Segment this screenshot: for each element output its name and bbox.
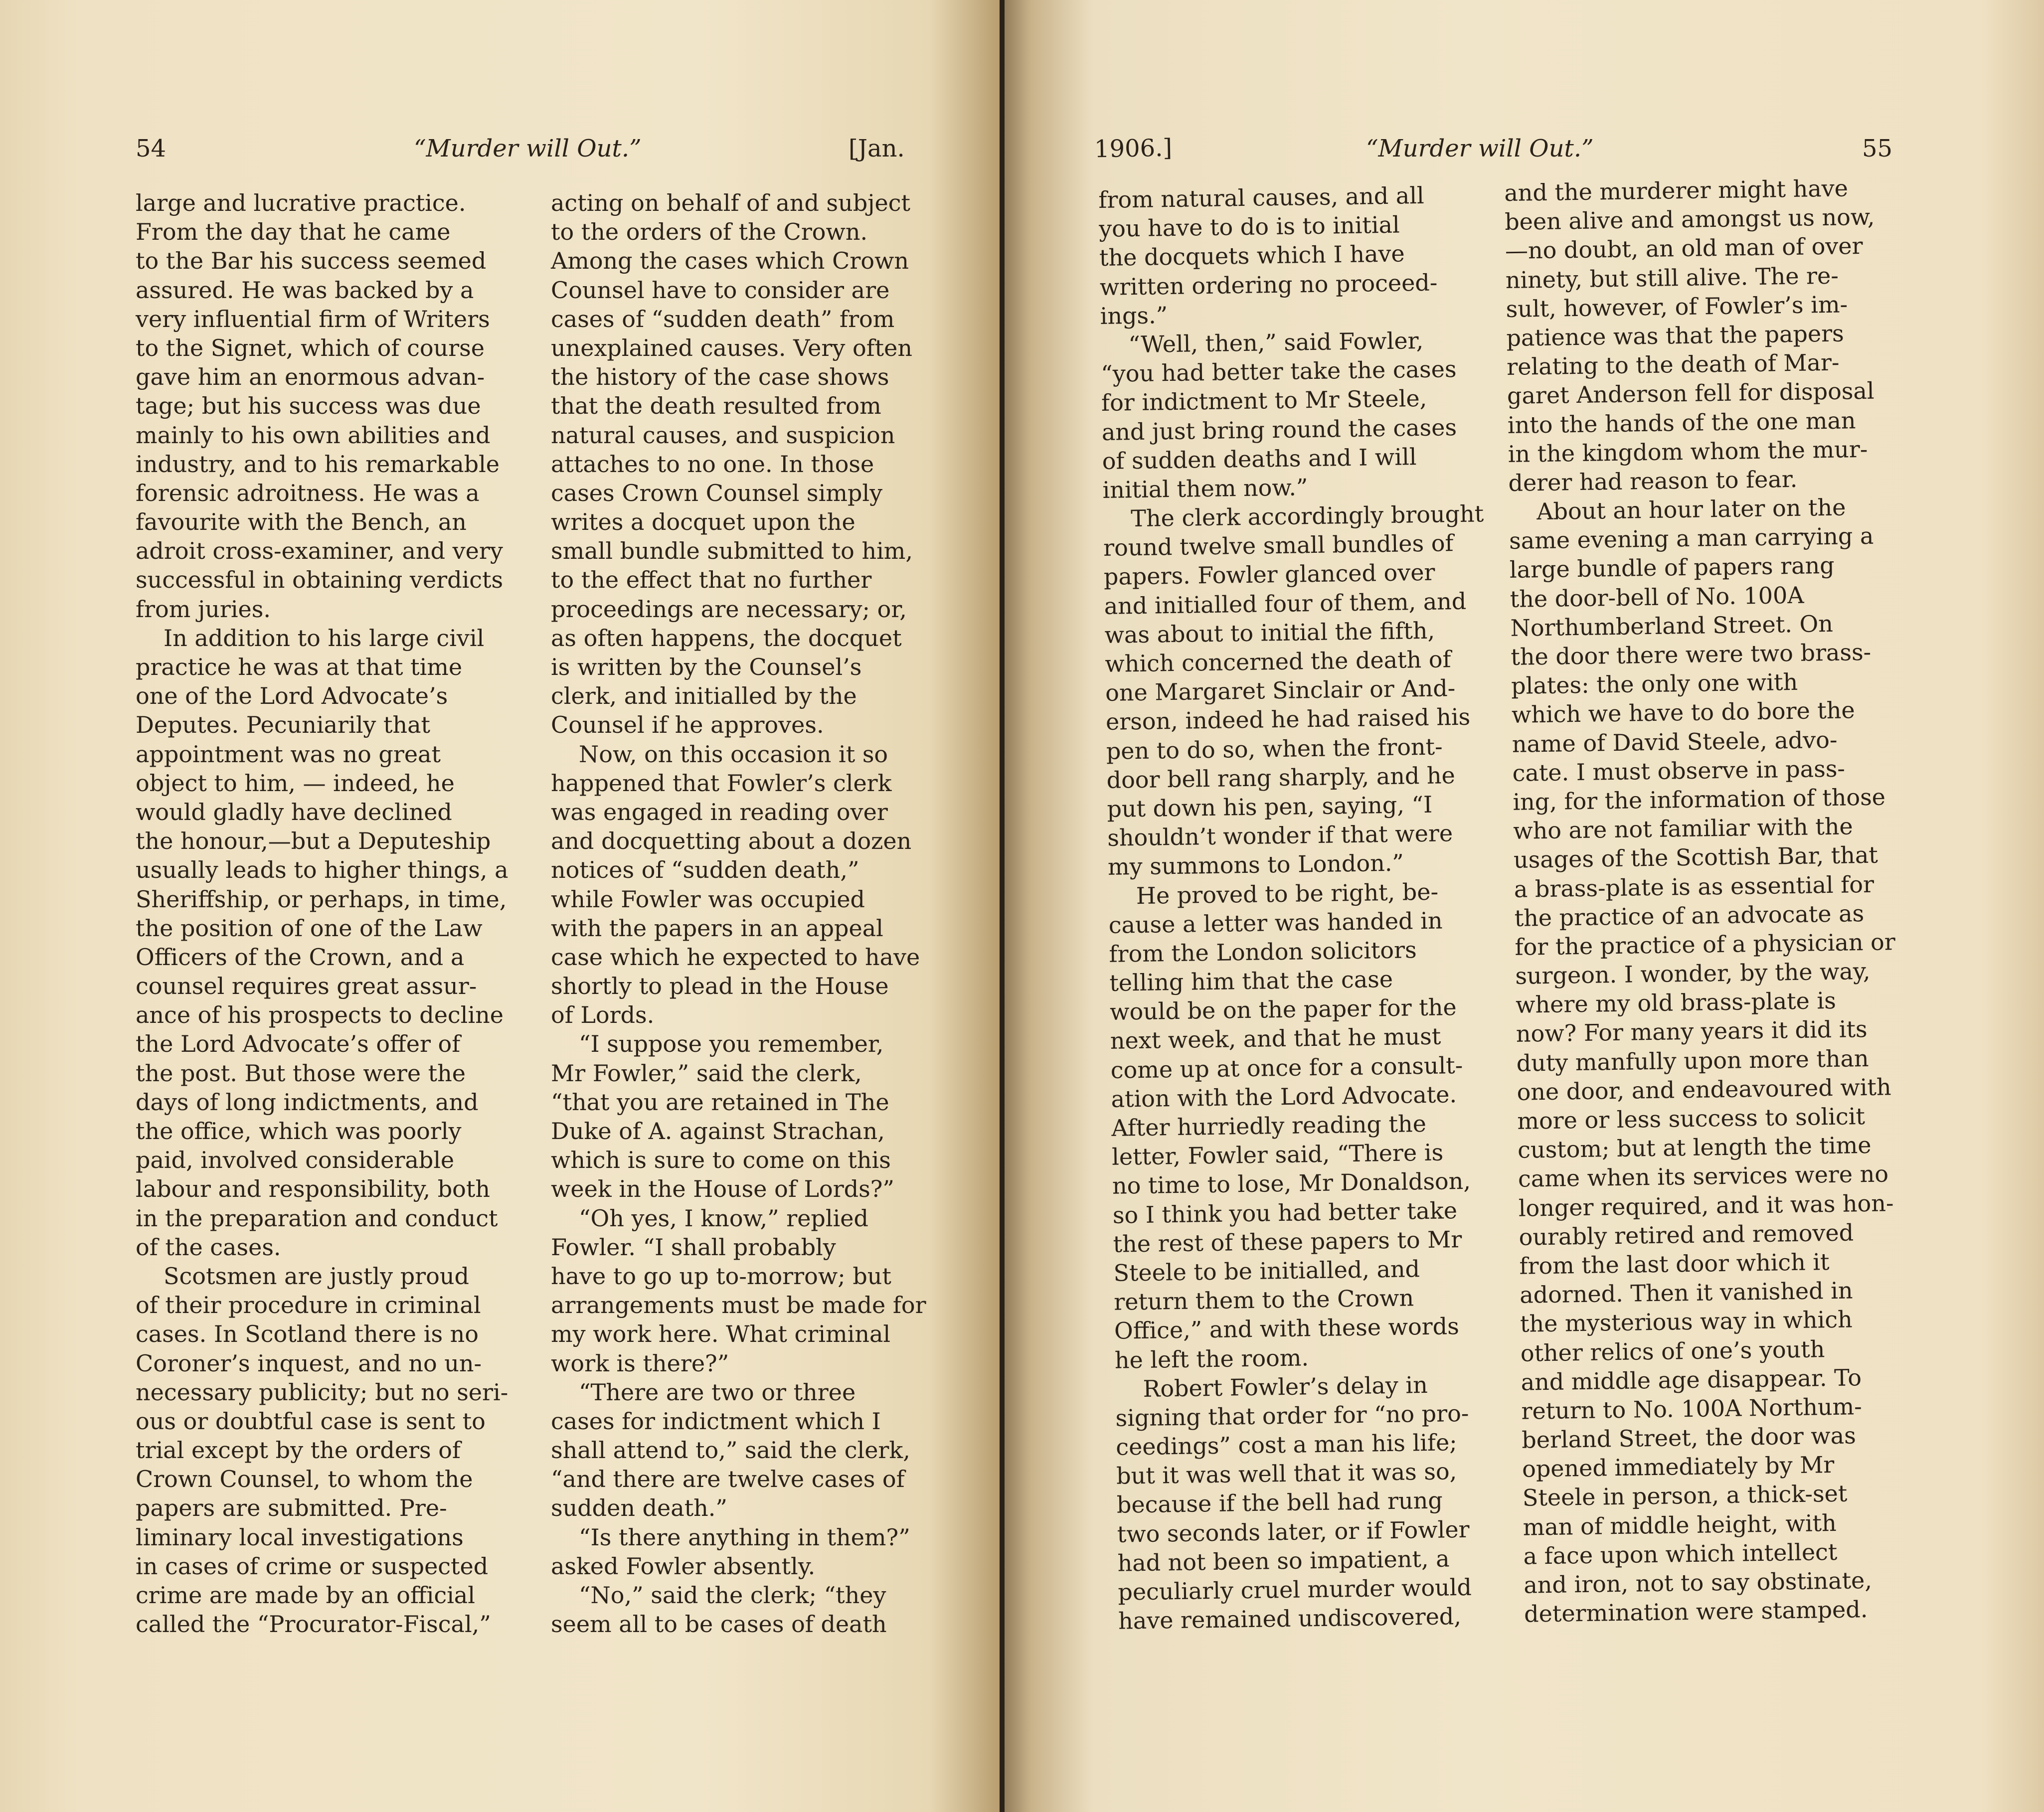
text-line: of Lords. (551, 1001, 655, 1029)
text-line: crime are made by an official (136, 1582, 475, 1609)
text-line: necessary publicity; but no seri- (136, 1378, 509, 1406)
text-line: determination were stamped. (1524, 1596, 1868, 1628)
text-line: longer required, and it was hon- (1518, 1189, 1894, 1222)
text-line: the Lord Advocate’s offer of (136, 1030, 461, 1058)
text-line: “Is there anything in them?” (579, 1523, 910, 1551)
text-line: my work here. What criminal (551, 1320, 891, 1348)
text-line: ance of his prospects to decline (136, 1001, 504, 1029)
text-line: name of David Steele, advo- (1512, 726, 1838, 758)
text-line: the post. But those were the (136, 1059, 466, 1087)
text-line: cases. In Scotland there is no (136, 1320, 479, 1348)
text-line: which is sure to come on this (551, 1147, 891, 1174)
text-line: Crown Counsel, to whom the (136, 1466, 473, 1493)
text-line: opened immediately by Mr (1522, 1451, 1835, 1483)
text-line: tage; but his success was due (136, 392, 481, 420)
text-line: patience was that the papers (1506, 320, 1845, 351)
text-line: the honour,—but a Deputeship (136, 827, 491, 855)
text-line: one Margaret Sinclair or And- (1105, 674, 1456, 707)
text-line: is written by the Counsel’s (551, 654, 862, 680)
text-line: of sudden deaths and I will (1102, 443, 1417, 475)
text-line: papers. Fowler glanced over (1103, 559, 1435, 591)
text-line: acting on behalf of and subject (551, 189, 910, 216)
text-line: shouldn’t wonder if that were (1107, 820, 1453, 851)
text-line: who are not familiar with the (1513, 813, 1853, 844)
text-line: “No,” said the clerk; “they (579, 1582, 886, 1609)
text-line: was engaged in reading over (551, 798, 888, 825)
text-line: cate. I must observe in pass- (1512, 755, 1846, 787)
text-line: gave him an enormous advan- (136, 363, 485, 391)
text-line: paid, involved considerable (136, 1147, 455, 1174)
text-line: writes a docquet upon the (551, 508, 855, 536)
text-line: and just bring round the cases (1101, 413, 1457, 446)
text-line: Robert Fowler’s delay in (1143, 1371, 1428, 1402)
text-line: from natural causes, and all (1098, 181, 1425, 213)
text-line: to the effect that no further (551, 566, 872, 594)
text-line: letter, Fowler said, “There is (1111, 1139, 1444, 1170)
text-line: week in the House of Lords?” (551, 1175, 894, 1203)
text-line: put down his pen, saying, “I (1107, 791, 1433, 823)
text-line: ninety, but still alive. The re- (1505, 262, 1839, 294)
text-line: notices of “sudden death,” (551, 856, 859, 884)
text-line: Steele to be initialled, and (1113, 1255, 1420, 1287)
running-date: [Jan. (849, 135, 905, 163)
text-line: of the cases. (136, 1233, 281, 1261)
text-line: ous or doubtful case is sent to (136, 1407, 486, 1435)
text-line: from the London solicitors (1109, 936, 1417, 968)
text-line: large bundle of papers rang (1509, 552, 1835, 584)
text-line: cases Crown Counsel simply (551, 479, 883, 506)
text-line: have to go up to-morrow; but (551, 1262, 891, 1290)
text-line: return them to the Crown (1113, 1284, 1414, 1316)
text-line: The clerk accordingly brought (1130, 500, 1484, 532)
text-line: “you had better take the cases (1100, 355, 1457, 388)
text-line: “that you are retained in The (551, 1088, 889, 1116)
text-line: Steele in person, a thick-set (1522, 1480, 1848, 1512)
text-line: Among the cases which Crown (551, 247, 909, 275)
text-line: derer had reason to fear. (1508, 465, 1798, 496)
text-line: Deputes. Pecuniarily that (136, 711, 431, 739)
text-line: one of the Lord Advocate’s (136, 682, 448, 710)
text-line: cause a letter was handed in (1108, 907, 1443, 939)
text-line: telling him that the case (1109, 965, 1393, 996)
text-line: very influential firm of Writers (136, 305, 490, 332)
text-line: “and there are twelve cases of (551, 1466, 905, 1493)
text-line: more or less success to solicit (1517, 1103, 1866, 1135)
text-line: “There are two or three (579, 1378, 856, 1406)
text-line: Mr Fowler,” said the clerk, (551, 1059, 862, 1087)
text-line: and iron, not to say obstinate, (1524, 1566, 1873, 1599)
text-line: would gladly have declined (136, 798, 452, 825)
text-line: of their procedure in criminal (136, 1292, 481, 1319)
text-line: successful in obtaining verdicts (136, 566, 504, 594)
text-line: object to him, — indeed, he (136, 769, 455, 797)
text-line: favourite with the Bench, an (136, 508, 467, 536)
text-line: my summons to London.” (1107, 849, 1404, 881)
text-line: and middle age disappear. To (1521, 1363, 1862, 1396)
text-line: After hurriedly reading the (1111, 1110, 1427, 1142)
text-line: called the “Procurator-Fiscal,” (136, 1611, 491, 1638)
text-line: surgeon. I wonder, by the way, (1515, 957, 1871, 989)
text-line: man of middle height, with (1523, 1509, 1837, 1541)
text-line: two seconds later, or if Fowler (1117, 1515, 1470, 1548)
text-line: from the last door which it (1519, 1248, 1830, 1280)
text-line: a face upon which intellect (1523, 1538, 1838, 1570)
text-line: so I think you had better take (1112, 1196, 1458, 1229)
text-line: came when its services were no (1518, 1160, 1889, 1193)
text-line: have remained undiscovered, (1118, 1603, 1462, 1635)
text-line: door bell rang sharply, and he (1106, 761, 1456, 794)
text-line: the door-bell of No. 100A (1510, 581, 1804, 613)
text-column-3 (1098, 180, 1518, 1636)
text-line: days of long indictments, and (136, 1088, 479, 1116)
page-number: 54 (136, 135, 167, 163)
text-line: to the Signet, which of course (136, 334, 485, 361)
text-line: the history of the case shows (551, 363, 889, 391)
text-line: no time to lose, Mr Donaldson, (1112, 1167, 1471, 1200)
text-line: written ordering no proceed- (1099, 269, 1438, 301)
text-line: garet Anderson fell for disposal (1507, 377, 1874, 410)
text-line: in the preparation and conduct (136, 1204, 498, 1232)
text-line: a brass-plate is as essential for (1514, 870, 1874, 903)
text-line: custom; but at length the time (1517, 1132, 1872, 1163)
text-line: counsel requires great assur- (136, 973, 477, 1000)
text-line: and the murderer might have (1504, 174, 1849, 206)
text-line: He proved to be right, be- (1136, 878, 1439, 909)
text-line: appointment was no great (136, 740, 441, 768)
text-line: In addition to his large civil (164, 624, 485, 652)
text-line: plates: the only one with (1511, 668, 1798, 700)
left-page (0, 0, 1000, 1812)
text-line: Office,” and with these words (1114, 1313, 1460, 1345)
text-line: pen to do so, when the front- (1106, 733, 1443, 765)
text-line: Counsel have to consider are (551, 276, 890, 304)
text-line: for the practice of a physician or (1515, 928, 1896, 961)
text-line: cases of “sudden death” from (551, 305, 895, 332)
text-line: proceedings are necessary; or, (551, 595, 907, 623)
text-line: sudden death.” (551, 1494, 727, 1522)
text-line: duty manfully upon more than (1516, 1044, 1869, 1077)
text-line: erson, indeed he had raised his (1105, 703, 1471, 736)
text-line: the mysterious way in which (1520, 1306, 1853, 1338)
page-number: 55 (1862, 135, 1893, 163)
text-line: Counsel if he approves. (551, 711, 824, 739)
text-line: seem all to be cases of death (551, 1611, 887, 1638)
text-line: because if the bell had rung (1116, 1487, 1443, 1519)
text-line: for indictment to Mr Steele, (1101, 385, 1427, 417)
text-line: he left the room. (1114, 1343, 1309, 1374)
text-line: case which he expected to have (551, 943, 920, 971)
text-line: industry, and to his remarkable (136, 450, 500, 478)
text-line: cases for indictment which I (551, 1407, 881, 1435)
text-line: the position of one of the Law (136, 914, 483, 942)
text-line: Scotsmen are justly proud (164, 1262, 469, 1290)
running-date: 1906.] (1094, 134, 1173, 164)
text-line: come up at once for a consult- (1110, 1051, 1463, 1084)
text-line: Northumberland Street. On (1510, 610, 1834, 642)
text-line: shortly to plead in the House (551, 973, 889, 1000)
text-line: “Well, then,” said Fowler, (1128, 327, 1424, 358)
text-line: usages of the Scottish Bar, that (1513, 841, 1878, 874)
text-line: “Oh yes, I know,” replied (579, 1204, 868, 1232)
text-line: the door there were two brass- (1511, 638, 1872, 670)
text-line: would be on the paper for the (1109, 993, 1457, 1026)
text-line: “I suppose you remember, (579, 1030, 884, 1058)
text-line: been alive and amongst us now, (1504, 203, 1875, 236)
text-line: from juries. (136, 595, 271, 623)
text-line: Coroner’s inquest, and no un- (136, 1349, 482, 1377)
text-line: sult, however, of Fowler’s im- (1506, 291, 1848, 323)
text-column-2 (551, 188, 942, 1639)
text-line: clerk, and initialled by the (551, 682, 857, 710)
text-column-1 (136, 188, 524, 1639)
text-line: initial them now.” (1102, 474, 1308, 503)
text-line: and docquetting about a dozen (551, 827, 912, 855)
text-line: where my old brass-plate is (1515, 987, 1837, 1019)
text-line: was about to initial the fifth, (1104, 617, 1435, 649)
text-line: ings.” (1100, 301, 1168, 329)
text-line: happened that Fowler’s clerk (551, 769, 892, 797)
text-line: while Fowler was occupied (551, 885, 865, 913)
text-line: which concerned the death of (1105, 646, 1451, 677)
text-column-4 (1504, 173, 1928, 1629)
text-line: which we have to do bore the (1511, 696, 1856, 729)
text-line: ourably retired and removed (1519, 1219, 1854, 1251)
text-line: assured. He was backed by a (136, 276, 474, 304)
text-line: practice he was at that time (136, 654, 463, 680)
text-line: and initialled four of them, and (1104, 587, 1467, 620)
text-line: ing, for the information of those (1513, 783, 1886, 816)
text-line: From the day that he came (136, 218, 451, 246)
text-line: About an hour later on the (1536, 494, 1846, 525)
text-line: same evening a man carrying a (1509, 522, 1874, 555)
text-line: in the kingdom whom the mur- (1508, 435, 1868, 468)
text-line: had not been so impatient, a (1117, 1545, 1450, 1577)
text-line: papers are submitted. Pre- (136, 1494, 447, 1522)
text-line: labour and responsibility, both (136, 1175, 490, 1203)
text-line: arrangements must be made for (551, 1292, 926, 1319)
text-line: Now, on this occasion it so (579, 740, 888, 768)
text-line: return to No. 100A Northum- (1521, 1393, 1863, 1425)
text-line: —no doubt, an old man of over (1505, 232, 1863, 265)
text-line: liminary local investigations (136, 1523, 464, 1551)
text-line: shall attend to,” said the clerk, (551, 1437, 910, 1464)
text-line: Fowler. “I shall probably (551, 1233, 836, 1261)
text-line: Duke of A. against Strachan, (551, 1118, 885, 1145)
text-line: small bundle submitted to him, (551, 537, 913, 565)
text-line: Sheriffship, or perhaps, in time, (136, 885, 507, 913)
text-line: ceedings” cost a man his life; (1115, 1429, 1458, 1461)
text-line: other relics of one’s youth (1520, 1335, 1825, 1367)
text-line: that the death resulted from (551, 392, 881, 420)
text-line: attaches to no one. In those (551, 450, 874, 478)
text-line: ation with the Lord Advocate. (1111, 1080, 1457, 1113)
text-line: you have to do is to initial (1098, 211, 1400, 243)
text-line: into the hands of the one man (1507, 406, 1856, 439)
text-line: the rest of these papers to Mr (1113, 1225, 1462, 1258)
text-line: Officers of the Crown, and a (136, 943, 465, 971)
text-line: large and lucrative practice. (136, 189, 466, 216)
text-line: one door, and endeavoured with (1517, 1073, 1891, 1106)
text-line: work is there?” (551, 1349, 729, 1377)
running-title: “Murder will Out.” (414, 135, 642, 163)
text-line: as often happens, the docquet (551, 624, 902, 652)
text-line: natural causes, and suspicion (551, 421, 895, 449)
text-line: next week, and that he must (1110, 1023, 1441, 1055)
text-line: but it was well that it was so, (1116, 1458, 1457, 1489)
text-line: the office, which was poorly (136, 1118, 462, 1145)
text-line: the practice of an advocate as (1514, 899, 1865, 932)
text-line: usually leads to higher things, a (136, 856, 509, 884)
text-line: relating to the death of Mar- (1506, 348, 1840, 381)
text-line: unexplained causes. Very often (551, 334, 912, 361)
text-line: adorned. Then it vanished in (1519, 1277, 1853, 1309)
running-title: “Murder will Out.” (1366, 135, 1594, 163)
text-line: in cases of crime or suspected (136, 1552, 489, 1580)
text-line: adroit cross-examiner, and very (136, 537, 503, 565)
text-line: berland Street, the door was (1521, 1422, 1857, 1454)
text-line: forensic adroitness. He was a (136, 479, 480, 506)
text-line: asked Fowler absently. (551, 1552, 816, 1580)
right-page (1000, 0, 2044, 1812)
text-line: signing that order for “no pro- (1115, 1399, 1469, 1432)
text-line: to the Bar his success seemed (136, 247, 487, 275)
text-line: with the papers in an appeal (551, 914, 883, 942)
text-line: to the orders of the Crown. (551, 218, 868, 246)
text-line: now? For many years it did its (1516, 1015, 1868, 1048)
text-line: peculiarly cruel murder would (1118, 1573, 1472, 1606)
text-line: the docquets which I have (1099, 240, 1405, 272)
text-line: trial except by the orders of (136, 1437, 461, 1464)
text-line: round twelve small bundles of (1103, 529, 1454, 562)
text-line: mainly to his own abilities and (136, 421, 491, 449)
